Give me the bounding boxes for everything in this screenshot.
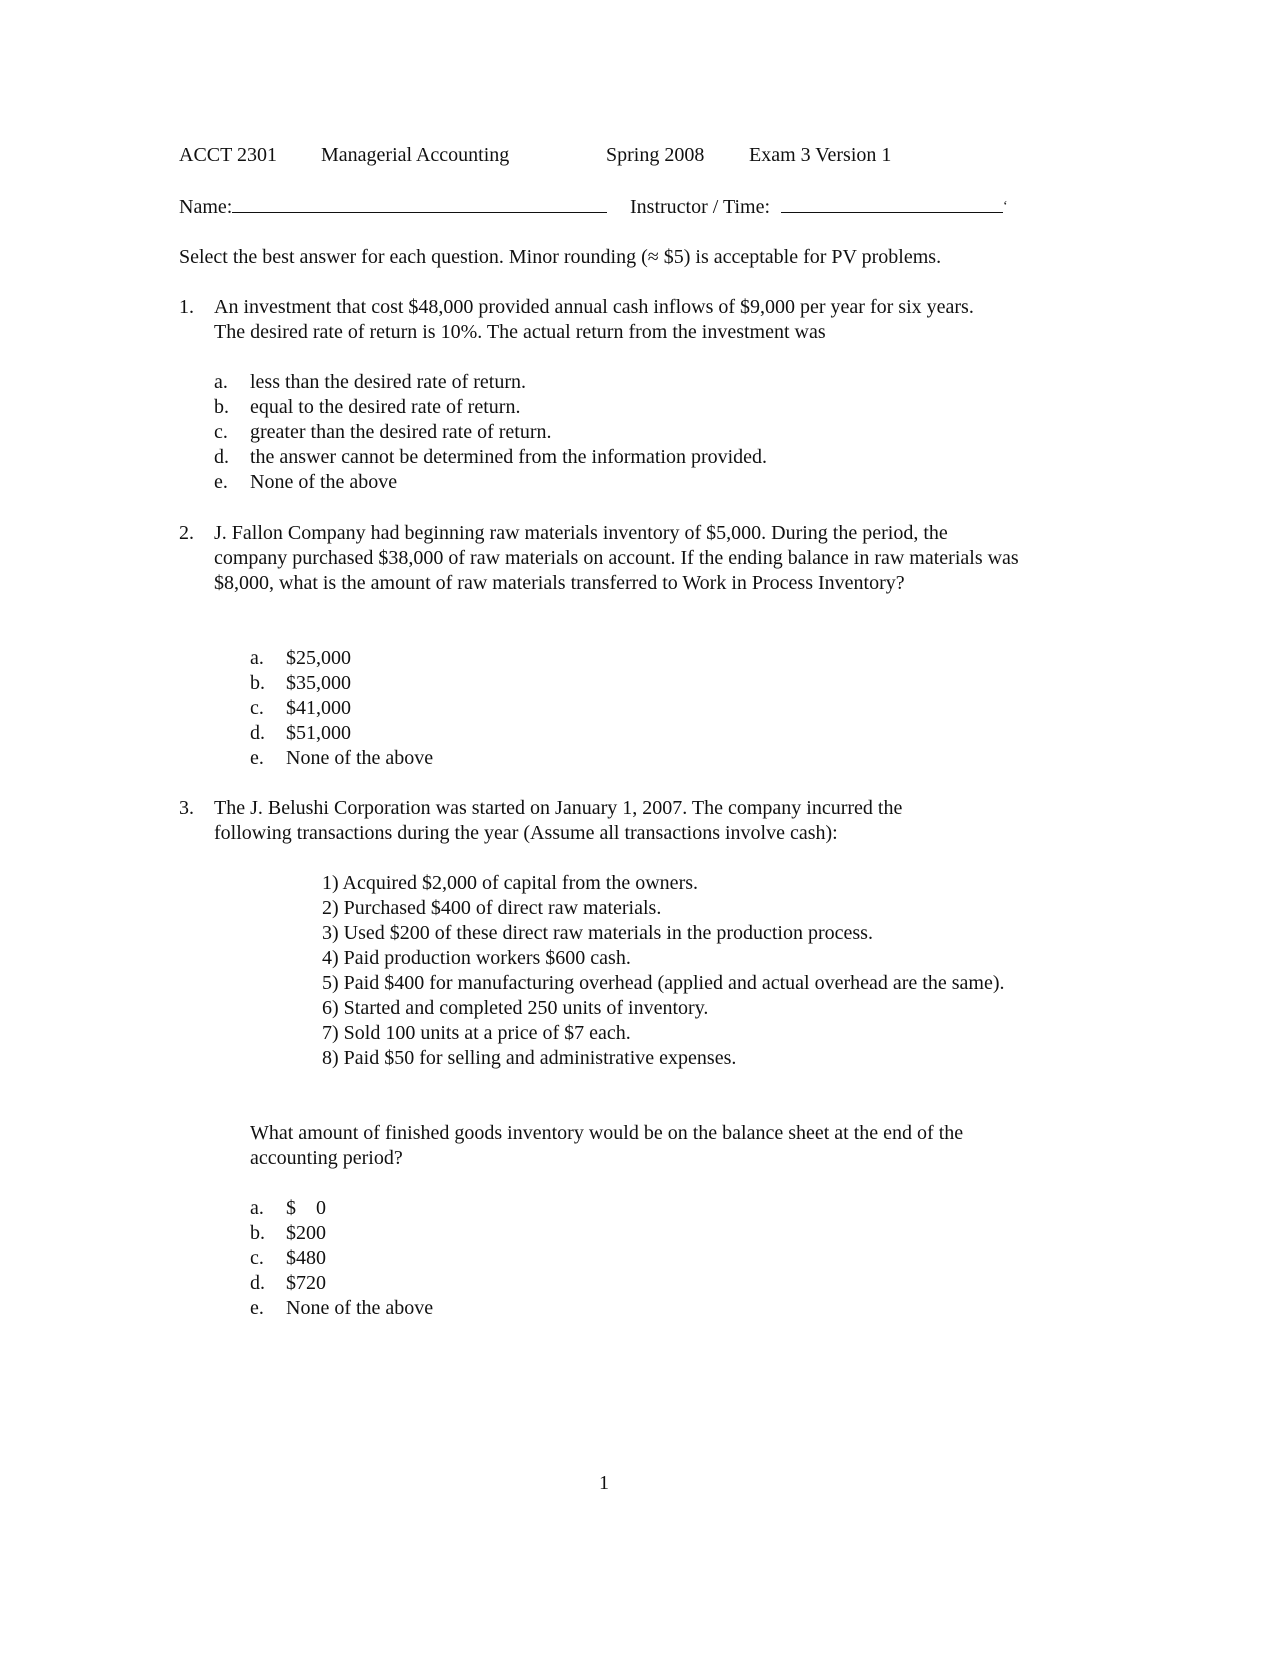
- question-2: [179, 521, 1024, 596]
- course-code: ACCT 2301: [179, 144, 277, 166]
- option-text: the answer cannot be determined from the information provided.: [250, 446, 768, 468]
- transaction-item: 2) Purchased $400 of direct raw materials.: [322, 897, 662, 919]
- option-text: None of the above: [286, 1297, 434, 1319]
- instructions: Select the best answer for each question. Minor rounding (≈ $5) is acceptable for PV problems.: [179, 246, 942, 268]
- instructor-row: [630, 194, 1008, 220]
- option-letter: a.: [214, 371, 228, 393]
- option-letter: b.: [250, 1222, 265, 1244]
- option-letter: b.: [250, 672, 265, 694]
- question-text: The J. Belushi Corporation was started on January 1, 2007. The company incurred the following transactions during the year (Assume all transactions involve cash):: [214, 797, 903, 844]
- transaction-item: 1) Acquired $2,000 of capital from the owners.: [322, 872, 699, 894]
- option-letter: d.: [250, 722, 265, 744]
- transaction-item: 7) Sold 100 units at a price of $7 each.: [322, 1022, 631, 1044]
- transaction-item: 4) Paid production workers $600 cash.: [322, 947, 631, 969]
- course-title: Managerial Accounting: [321, 144, 510, 166]
- question-number: 2.: [179, 522, 194, 544]
- option-a[interactable]: [214, 370, 767, 395]
- option-text: greater than the desired rate of return.: [250, 421, 552, 443]
- option-letter: c.: [214, 421, 228, 443]
- name-row: [179, 194, 607, 220]
- instructor-blank[interactable]: [781, 194, 1003, 213]
- option-e[interactable]: [250, 1296, 433, 1321]
- exam-version: Exam 3 Version 1: [749, 144, 892, 166]
- transaction-item: 8) Paid $50 for selling and administrative expenses.: [322, 1047, 737, 1069]
- transaction-item: 6) Started and completed 250 units of inventory.: [322, 997, 709, 1019]
- stray-mark: ‘: [1003, 199, 1008, 214]
- question-1: [179, 295, 1004, 345]
- option-text: $41,000: [286, 697, 351, 719]
- option-c[interactable]: [214, 420, 767, 445]
- option-text: less than the desired rate of return.: [250, 371, 527, 393]
- transaction-item: 5) Paid $400 for manufacturing overhead (applied and actual overhead are the same).: [322, 972, 1005, 994]
- option-b[interactable]: [250, 1221, 433, 1246]
- option-text: None of the above: [250, 471, 398, 493]
- question-2-options: [250, 646, 433, 771]
- option-d[interactable]: [250, 1271, 433, 1296]
- option-c[interactable]: [250, 696, 433, 721]
- option-letter: c.: [250, 1247, 264, 1269]
- question-3-prompt: What amount of finished goods inventory would be on the balance sheet at the end of the accounting period?: [250, 1122, 964, 1169]
- option-d[interactable]: [214, 445, 767, 470]
- option-text: $ 0: [286, 1197, 326, 1219]
- option-letter: a.: [250, 1197, 264, 1219]
- question-1-options: [214, 370, 767, 495]
- term: Spring 2008: [606, 144, 705, 166]
- option-d[interactable]: [250, 721, 433, 746]
- option-text: equal to the desired rate of return.: [250, 396, 521, 418]
- transaction-list: [322, 871, 1012, 1071]
- option-text: $51,000: [286, 722, 351, 744]
- question-number: 3.: [179, 797, 194, 819]
- option-b[interactable]: [214, 395, 767, 420]
- question-text: An investment that cost $48,000 provided annual cash inflows of $9,000 per year for six years. The desired rate of return is 10%. The actual return from the investment was: [214, 296, 974, 343]
- option-text: $200: [286, 1222, 326, 1244]
- option-letter: b.: [214, 396, 229, 418]
- option-letter: e.: [250, 747, 264, 769]
- name-blank[interactable]: [232, 194, 607, 213]
- option-letter: a.: [250, 647, 264, 669]
- name-label: Name:: [179, 196, 233, 218]
- option-a[interactable]: [250, 1196, 433, 1221]
- option-letter: c.: [250, 697, 264, 719]
- option-letter: d.: [214, 446, 229, 468]
- question-number: 1.: [179, 296, 194, 318]
- question-3: [179, 796, 984, 846]
- option-e[interactable]: [214, 470, 767, 495]
- option-text: $480: [286, 1247, 326, 1269]
- transaction-item: 3) Used $200 of these direct raw materials in the production process.: [322, 922, 873, 944]
- question-3-options: [250, 1196, 433, 1321]
- option-text: $35,000: [286, 672, 351, 694]
- page-number: 1: [599, 1472, 609, 1494]
- option-letter: e.: [214, 471, 228, 493]
- option-text: $720: [286, 1272, 326, 1294]
- option-b[interactable]: [250, 671, 433, 696]
- option-letter: d.: [250, 1272, 265, 1294]
- option-e[interactable]: [250, 746, 433, 771]
- option-c[interactable]: [250, 1246, 433, 1271]
- option-a[interactable]: [250, 646, 433, 671]
- option-letter: e.: [250, 1297, 264, 1319]
- instructor-label: Instructor / Time:: [630, 196, 771, 218]
- option-text: $25,000: [286, 647, 351, 669]
- option-text: None of the above: [286, 747, 434, 769]
- question-text: J. Fallon Company had beginning raw materials inventory of $5,000. During the period, the company purchased $38,000 of raw materials on account. If the ending balance in raw materials was $8,000, what is the amount of raw materials transferred to Work in Process Inventory?: [214, 522, 1019, 594]
